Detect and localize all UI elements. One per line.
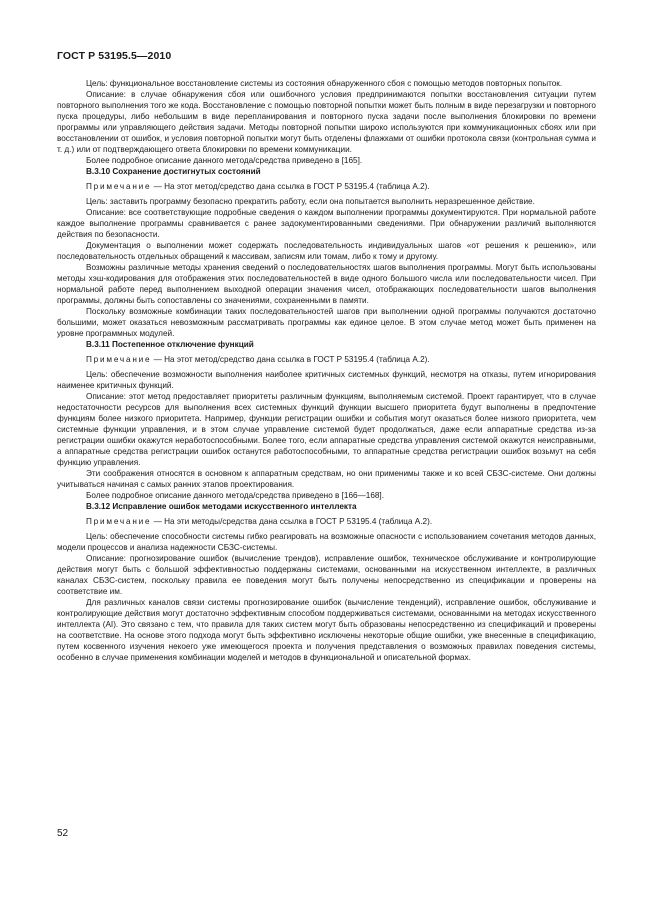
section-heading: B.3.12 Исправление ошибок методами искусственного интеллекта [86,502,357,511]
paragraph: Описание: все соответствующие подробные сведения о каждом выполнении программы документируются. При нормальной работе каждое выполнение программы сравнивается с ранее задокументированными сведениями. При обнаружении различий выполняются действия по безопасности. [57,208,596,239]
paragraph: Описание: этот метод предоставляет приоритеты различным функциям, выполняемым системой. Проект гарантирует, что в случае недостаточности ресурсов для выполнения всех системных функций функции высшего приоритета будут выполнены в предпочтение функциям более низкого приоритета. Например, функции регистрации ошибки и события могут оказаться более низкого приоритета, чем системные функции управления, и в этом случае управление системой будет продолжаться, даже если аппаратные средства из-за регистрации ошибки окажутся неработоспособными. Более того, если аппаратные средства управления системой окажутся неисправными, а аппаратные средства регистрации ошибок останутся работоспособными, то аппаратные средства регистрации ошибок возьмут на себя функцию управления. [57,392,596,467]
section-heading: B.3.11 Постепенное отключение функций [86,340,254,349]
note-paragraph [57,181,596,192]
paragraph: Более подробное описание данного метода/средства приведено в [166—168]. [86,491,384,500]
note-label: Примечание [86,517,152,526]
paragraph: Цель: обеспечение способности системы гибко реагировать на возможные опасности с использованием сочетания методов данных, модели процессов и анализа надежности СБЗС-системы. [57,532,596,552]
paragraph: Цель: заставить программу безопасно прекратить работу, если она попытается выполнить неразрешенное действие. [86,197,535,206]
paragraph: Цель: функциональное восстановление системы из состояния обнаруженного сбоя с помощью методов повторных попыток. [86,79,563,88]
note-label: Примечание [86,182,152,191]
note-paragraph [57,516,596,527]
document-body [57,78,596,663]
paragraph: Возможны различные методы хранения сведений о последовательностях шагов выполнения программы. Могут быть использованы методы хэш-кодирования для отображения этих последовательностей в виде одного большого числа или последовательности чисел. При нормальной работе перед выполнением выходной операции значения чисел, отображающих последовательности шагов выполнения программы, должны быть сопоставлены со значениями, сохраненными в памяти. [57,263,596,305]
standard-header: ГОСТ Р 53195.5—2010 [57,50,172,62]
paragraph: Описание: в случае обнаружения сбоя или ошибочного условия предпринимаются попытки восстановления ситуации путем повторного выполнения того же кода. Восстановление с помощью повторной попытки может быть полным в виде перезагрузки и повторного пуска процедуры, либо небольшим в виде перепланирования и повторного пуска задачи после выполнения блокировки по времени программы или управляющего действия задачи. Методы повторной попытки широко используются при коммуникационных сбоях или при восстановлении от ошибок, и условия повторной попытки могут быть отделены флажками от ошибки протокола связи (контрольная сумма и т. д.) или от подтверждающего ответа блокировки по времени коммуникации. [57,90,596,154]
paragraph: Описание: прогнозирование ошибок (вычисление трендов), исправление ошибок, техническое обслуживание и контролирующие действия могут быть с большой эффективностью поддержаны системами, основанными на искусственном интеллекте, в различных каналах СБЗС-систем, поскольку правила ее поведения могут быть получены непосредственно из спецификации и проверены на соответствие им. [57,554,596,596]
note-label: Примечание [86,355,152,364]
note-text: — На эти методы/средства дана ссылка в ГОСТ Р 53195.4 (таблица А.2). [151,517,433,526]
page-number: 52 [57,828,69,839]
paragraph: Цель: обеспечение возможности выполнения наиболее критичных системных функций, несмотря на отказы, путем игнорирования наименее критичных функций. [57,370,596,390]
section-heading: B.3.10 Сохранение достигнутых состояний [86,167,261,176]
paragraph: Для различных каналов связи системы прогнозирование ошибок (вычисление тенденций), исправление ошибок, обслуживание и контролирующие действия могут достаточно эффективным способом поддерживаться системами, основанными на методах искусственного интеллекта (AI). Это связано с тем, что правила для таких систем могут быть образованы непосредственно из спецификаций и проверены на соответствие. На основе этого подхода могут быть эффективно исключены некоторые общие ошибки, уже внесенные в спецификацию, путем косвенного изучения некоего уже имеющегося проекта и получения представления о возможных правилах поведения системы, особенно в случае применения комбинации моделей и методов в функциональной и описательной формах. [57,598,596,662]
note-text: — На этот метод/средство дана ссылка в ГОСТ Р 53195.4 (таблица А.2). [151,182,430,191]
paragraph: Более подробное описание данного метода/средства приведено в [165]. [86,156,363,165]
paragraph: Эти соображения относятся в основном к аппаратным средствам, но они применимы также и ко всей СБЗС-системе. Они должны учитываться начиная с самых ранних этапов проектирования. [57,469,596,489]
note-paragraph [57,354,596,365]
paragraph: Поскольку возможные комбинации таких последовательностей шагов при выполнении одной программы получаются достаточно большими, может оказаться невозможным рассматривать программы как единое целое. В этом случае метод может быть применен на уровне программных модулей. [57,307,596,338]
note-text: — На этот метод/средство дана ссылка в ГОСТ Р 53195.4 (таблица А.2). [151,355,430,364]
paragraph: Документация о выполнении может содержать последовательность индивидуальных шагов «от решения к решению», или последовательность отдельных обращений к массивам, записям или томам, либо к тому и другому. [57,241,596,261]
